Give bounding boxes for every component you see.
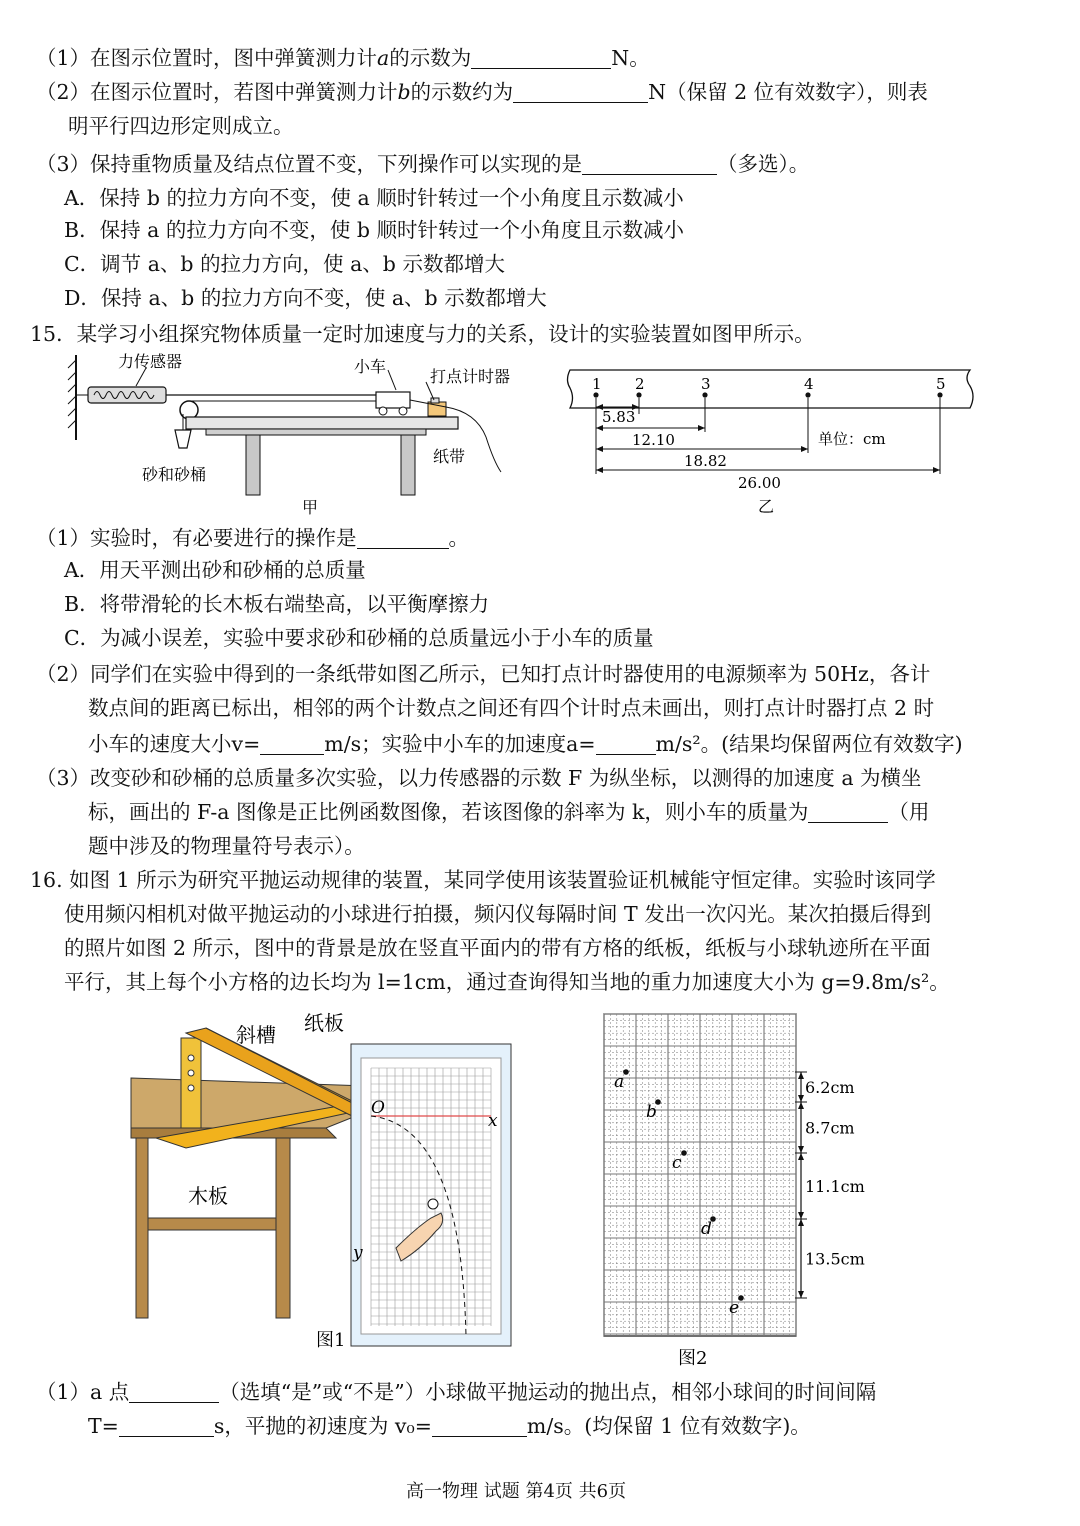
answer-blank[interactable] [119,1414,214,1437]
q16-stem-l3: 的照片如图 2 所示，图中的背景是放在竖直平面内的带有方格的纸板，纸板与小球轨迹所在平面 [64,936,931,960]
answer-blank[interactable] [513,80,648,103]
ball [428,1199,438,1209]
q14-part1: （1）在图示位置时，图中弹簧测力计a的示数为 N。 [36,46,650,70]
figure-1 [126,1008,526,1353]
figure-yi [566,362,986,520]
tape-unit: 单位：cm [818,430,886,448]
label-bucket: 砂和砂桶 [142,465,207,484]
label-sensor: 力传感器 [118,352,183,371]
answer-blank[interactable] [357,526,449,549]
caption-fig2: 图2 [678,1348,708,1369]
q16-part1-l2: T= s，平抛的初速度为 v₀= m/s。(均保留 1 位有效数字)。 [88,1414,811,1438]
q15-part2-l2: 数点间的距离已标出，相邻的两个计数点之间还有四个计时点未画出，则打点计时器打点 2 时 [88,696,935,720]
q15-part3-l3: 题中涉及的物理量符号表示）。 [88,834,365,858]
q15-part3-l1: （3）改变砂和砂桶的总质量多次实验，以力传感器的示数 F 为纵坐标，以测得的加速度 a 为横坐 [36,766,922,790]
caption-yi: 乙 [758,497,775,516]
cart [376,392,410,408]
axis-x: x [488,1111,498,1131]
tape-point-4: 4 [804,375,814,393]
point-label-a: a [614,1072,625,1092]
tape-point-1: 1 [592,375,602,393]
label-wood: 木板 [188,1184,228,1208]
axis-origin: O [371,1098,385,1118]
q16-stem-l1: 16. 如图 1 所示为研究平抛运动规律的装置，某同学使用该装置验证机械能守恒定律。实验时该同学 [30,868,936,892]
q14-option-d: D．保持 a、b 的拉力方向不变，使 a、b 示数都增大 [64,286,547,310]
q14-part3: （3）保持重物质量及结点位置不变，下列操作可以实现的是 （多选）。 [36,152,810,176]
tape-point-2: 2 [635,375,645,393]
q15-option-b: B．将带滑轮的长木板右端垫高，以平衡摩擦力 [64,592,490,616]
tape-point-3: 3 [701,375,711,393]
label-cart: 小车 [354,357,387,376]
measure-label-4: 13.5cm [805,1249,865,1269]
q16-part1-l1: （1）a 点 （选填“是”或“不是”）小球做平抛运动的抛出点，相邻小球间的时间间隔 [36,1380,877,1404]
page-footer: 高一物理 试题 第4页 共6页 [406,1481,627,1502]
answer-blank[interactable] [596,732,656,755]
label-timer: 打点计时器 [430,367,511,386]
measure-label-1: 6.2cm [805,1078,855,1097]
q15-part2-l1: （2）同学们在实验中得到的一条纸带如图乙所示，已知打点计时器使用的电源频率为 50Hz，各计 [36,662,931,686]
measure-label-2: 8.7cm [805,1118,855,1138]
trajectory-point-c [681,1150,687,1156]
sand-bucket [175,430,191,448]
dist-13: 12.10 [632,431,675,449]
q15-part1: （1）实验时，有必要进行的操作是 。 [36,526,470,550]
q14-option-a: A．保持 b 的拉力方向不变，使 a 顺时针转过一个小角度且示数减小 [64,186,684,210]
q15-stem: 15．某学习小组探究物体质量一定时加速度与力的关系，设计的实验装置如图甲所示。 [30,322,815,346]
answer-blank[interactable] [129,1380,219,1403]
figure-2 [596,1010,876,1370]
dist-14: 18.82 [684,452,727,470]
point-label-b: b [646,1102,657,1122]
answer-blank[interactable] [471,46,611,69]
point-label-e: e [729,1298,740,1318]
tape-point-5: 5 [936,375,946,393]
q15-part2-l3: 小车的速度大小v= m/s；实验中小车的加速度a= m/s²。(结果均保留两位有效数字) [88,732,963,756]
dist-15: 26.00 [738,474,781,492]
label-tape: 纸带 [433,447,466,466]
answer-blank[interactable] [432,1414,527,1437]
answer-blank[interactable] [260,732,324,755]
label-slope: 斜槽 [236,1023,276,1047]
q15-option-a: A．用天平测出砂和砂桶的总质量 [64,558,366,582]
answer-blank[interactable] [582,152,717,175]
paper-tape [568,370,974,408]
caption-jia: 甲 [302,498,319,517]
q14-part2: （2）在图示位置时，若图中弹簧测力计b的示数约为 N（保留 2 位有效数字），则表 [36,80,928,104]
q14-part2-cont: 明平行四边形定则成立。 [68,114,294,138]
q15-option-c: C．为减小误差，实验中要求砂和砂桶的总质量远小于小车的质量 [64,626,654,650]
q15-part3-l2: 标，画出的 F-a 图像是正比例函数图像，若该图像的斜率为 k，则小车的质量为 （用 [88,800,930,824]
figure-jia [66,350,526,520]
q14-option-c: C．调节 a、b 的拉力方向，使 a、b 示数都增大 [64,252,505,276]
axis-y: y [353,1243,363,1263]
answer-blank[interactable] [808,800,888,823]
caption-fig1: 图1 [316,1330,346,1351]
q14-option-b: B．保持 a 的拉力方向不变，使 b 顺时针转过一个小角度且示数减小 [64,218,684,242]
dist-12: 5.83 [602,408,636,426]
q16-stem-l4: 平行，其上每个小方格的边长均为 l=1cm，通过查询得知当地的重力加速度大小为 g=9.8m/s²。 [64,970,950,994]
label-board: 纸板 [304,1011,344,1035]
point-label-d: d [701,1219,712,1239]
q16-stem-l2: 使用频闪相机对做平抛运动的小球进行拍摄，频闪仪每隔时间 T 发出一次闪光。某次拍摄后得到 [64,902,932,926]
point-label-c: c [672,1153,682,1173]
measure-label-3: 11.1cm [805,1177,865,1196]
